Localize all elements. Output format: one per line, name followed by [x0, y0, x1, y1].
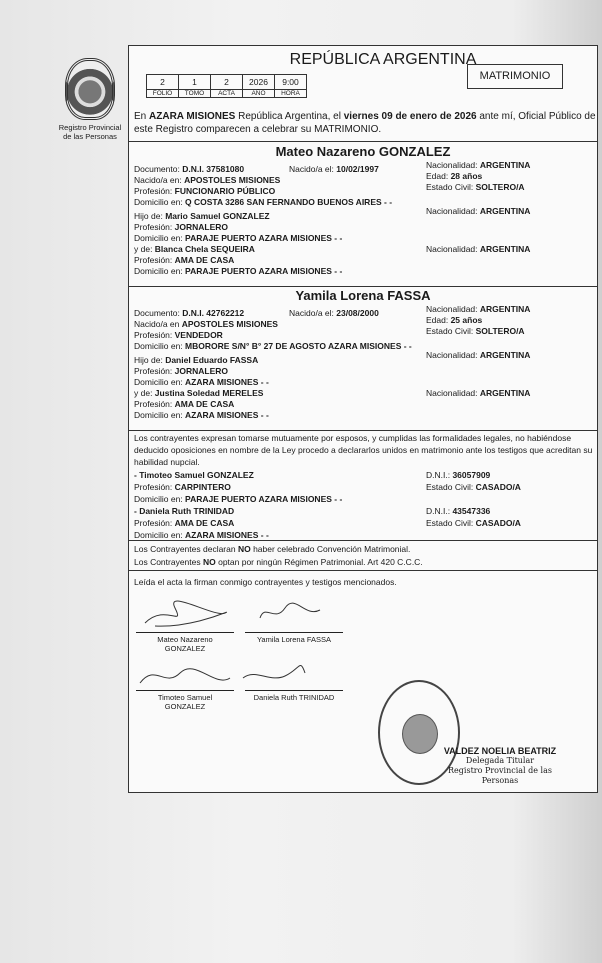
logo-caption-1: Registro Provincial	[58, 123, 122, 132]
divider	[129, 570, 597, 571]
groom-detail: Edad: 28 años	[426, 171, 483, 181]
bride-row: Nacido/a en APOSTOLES MISIONES	[134, 319, 278, 329]
bride-name: Yamila Lorena FASSA	[295, 288, 431, 303]
declaration-text: Los contrayentes expresan tomarse mutuamente por esposos, y cumplidas las formalidades legales, no habiéndose deducido oposiciones en nombre de la Ley procedo a declararlos unidos en matrimonio ante los testigos que acreditan su habilidad nupcial.	[134, 433, 593, 467]
bride-row: Hijo de: Daniel Eduardo FASSA	[134, 355, 259, 365]
divider	[129, 286, 597, 287]
time-value: 9:00	[275, 75, 307, 90]
intro-paragraph: En AZARA MISIONES República Argentina, el viernes 09 de enero de 2026 ante mí, Oficial Público de este Registro comparecen a celebrar su MATRIMONIO.	[134, 111, 596, 135]
document-type-box: MATRIMONIO	[467, 64, 563, 89]
groom-row: Profesión: AMA DE CASA	[134, 255, 235, 265]
groom-detail: Nacionalidad: ARGENTINA	[426, 206, 531, 216]
bride-detail: Estado Civil: SOLTERO/A	[426, 326, 525, 336]
signature-witness-1: Timoteo Samuel GONZALEZ	[136, 690, 234, 711]
signature-bride: Yamila Lorena FASSA	[245, 632, 343, 644]
bride-row: Domicilio en: AZARA MISIONES - -	[134, 410, 269, 420]
witness-name: - Daniela Ruth TRINIDAD	[134, 506, 235, 516]
acta-label: ACTA	[211, 90, 243, 98]
witness-address: Domicilio en: PARAJE PUERTO AZARA MISIONES - -	[134, 494, 343, 504]
official-signature-block: VALDEZ NOELIA BEATRIZ Delegada Titular Registro Provincial de las Personas	[443, 746, 557, 785]
bride-detail: Edad: 25 años	[426, 315, 483, 325]
time-label: HORA	[275, 90, 307, 98]
tomo-label: TOMO	[179, 90, 211, 98]
witness-profession: Profesión: CARPINTERO	[134, 482, 231, 492]
witness-dni: D.N.I.: 36057909	[426, 470, 491, 480]
groom-row: Domicilio en: Q COSTA 3286 SAN FERNANDO BUENOS AIRES - -	[134, 197, 393, 207]
record-table	[146, 74, 307, 98]
bride-row: Profesión: JORNALERO	[134, 366, 229, 376]
regime-text: Los Contrayentes NO optan por ningún Régimen Patrimonial. Art 420 C.C.C.	[134, 557, 423, 567]
groom-row: y de: Blanca Chela SEQUEIRA	[134, 244, 255, 254]
witness-civil-status: Estado Civil: CASADO/A	[426, 518, 521, 528]
year-value: 2026	[243, 75, 275, 90]
witness-address: Domicilio en: AZARA MISIONES - -	[134, 530, 269, 540]
bride-row: y de: Justina Soledad MERELES	[134, 388, 264, 398]
bride-row: Domicilio en: AZARA MISIONES - -	[134, 377, 269, 387]
groom-row: Domicilio en: PARAJE PUERTO AZARA MISIONES - -	[134, 233, 343, 243]
bride-row: Documento: D.N.I. 42762212 Nacido/a el: 23/08/2000	[134, 308, 379, 318]
witness-name: - Timoteo Samuel GONZALEZ	[134, 470, 254, 480]
divider	[129, 430, 597, 431]
groom-row: Profesión: FUNCIONARIO PÚBLICO	[134, 186, 276, 196]
acta-value: 2	[211, 75, 243, 90]
bride-row: Profesión: VENDEDOR	[134, 330, 223, 340]
divider	[129, 141, 597, 142]
signature-witness-2: Daniela Ruth TRINIDAD	[245, 690, 343, 702]
folio-label: FOLIO	[147, 90, 179, 98]
groom-detail: Nacionalidad: ARGENTINA	[426, 160, 531, 170]
groom-detail: Nacionalidad: ARGENTINA	[426, 244, 531, 254]
witness-profession: Profesión: AMA DE CASA	[134, 518, 235, 528]
groom-row: Nacido/a en: APOSTOLES MISIONES	[134, 175, 281, 185]
registry-logo	[55, 58, 125, 141]
bride-detail: Nacionalidad: ARGENTINA	[426, 304, 531, 314]
year-label: AÑO	[243, 90, 275, 98]
bride-detail: Nacionalidad: ARGENTINA	[426, 350, 531, 360]
groom-row: Profesión: JORNALERO	[134, 222, 229, 232]
divider	[129, 540, 597, 541]
tomo-value: 1	[179, 75, 211, 90]
signature-groom: Mateo Nazareno GONZALEZ	[136, 632, 234, 653]
groom-detail: Estado Civil: SOLTERO/A	[426, 182, 525, 192]
bride-row: Profesión: AMA DE CASA	[134, 399, 235, 409]
groom-row: Domicilio en: PARAJE PUERTO AZARA MISIONES - -	[134, 266, 343, 276]
witness-civil-status: Estado Civil: CASADO/A	[426, 482, 521, 492]
groom-row: Documento: D.N.I. 37581080 Nacido/a el: 10/02/1997	[134, 164, 379, 174]
misiones-seal-icon	[65, 58, 115, 120]
bride-row: Domicilio en: MBORORE S/N° B° 27 DE AGOSTO AZARA MISIONES - -	[134, 341, 412, 351]
logo-caption-2: de las Personas	[63, 132, 117, 141]
folio-value: 2	[147, 75, 179, 90]
groom-name: Mateo Nazareno GONZALEZ	[275, 144, 451, 159]
document-title: REPÚBLICA ARGENTINA	[289, 51, 477, 68]
witness-dni: D.N.I.: 43547336	[426, 506, 491, 516]
groom-row: Hijo de: Mario Samuel GONZALEZ	[134, 211, 270, 221]
reading-text: Leída el acta la firman conmigo contrayentes y testigos mencionados.	[134, 577, 397, 587]
bride-detail: Nacionalidad: ARGENTINA	[426, 388, 531, 398]
convention-text: Los Contrayentes declaran NO haber celebrado Convención Matrimonial.	[134, 544, 411, 554]
